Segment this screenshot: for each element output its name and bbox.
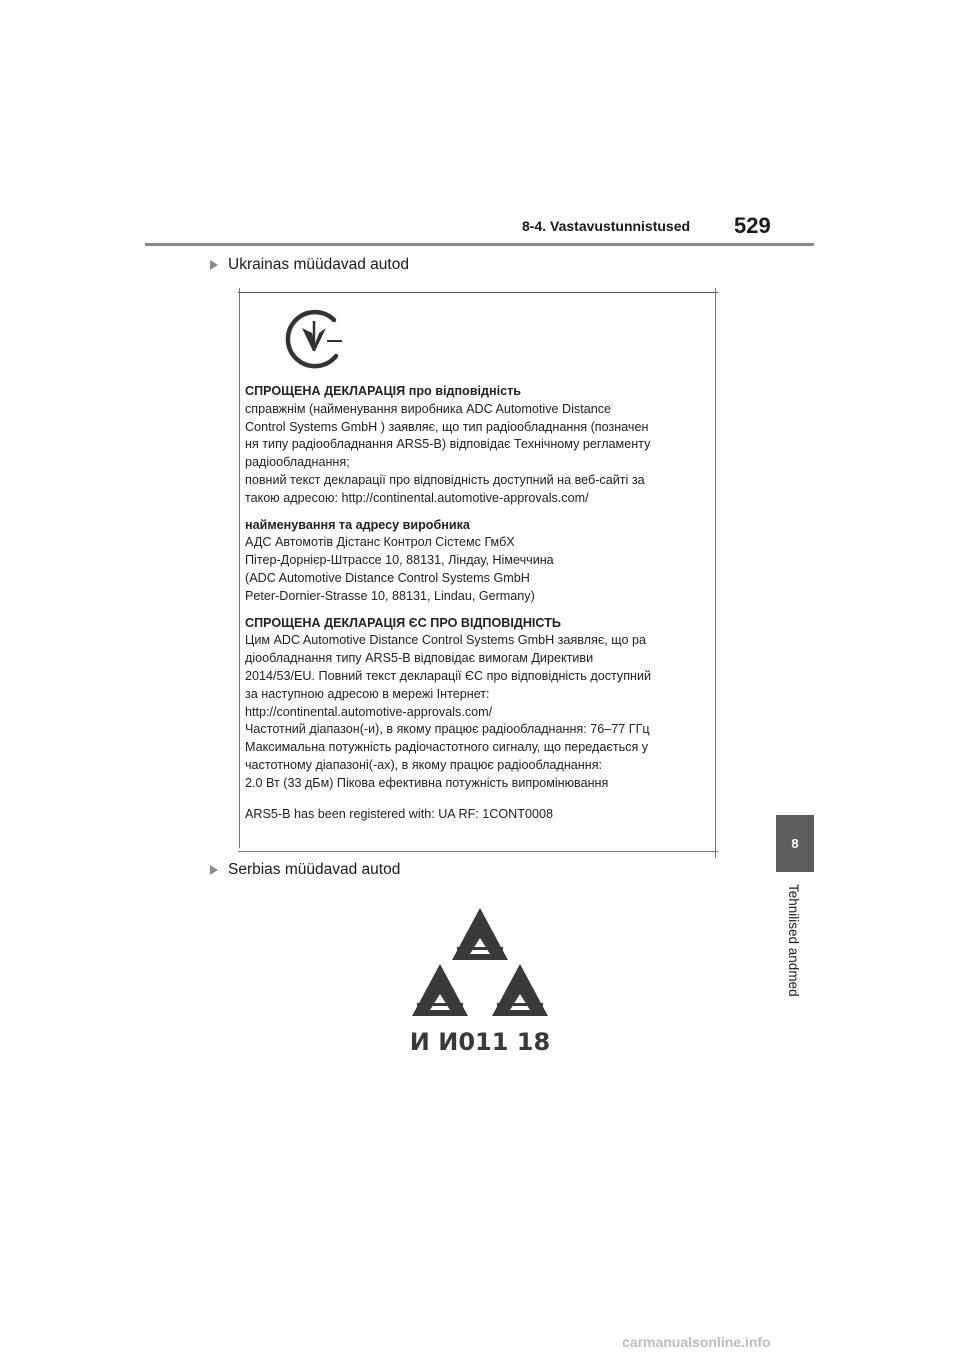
decl-line: ня типу радіообладнання ARS5-B) відповідає Технічному регламенту bbox=[245, 437, 651, 452]
decl-line: СПРОЩЕНА ДЕКЛАРАЦІЯ ЄС ПРО ВІДПОВІДНІСТЬ bbox=[245, 615, 561, 630]
decl-line: повний текст декларації про відповідність доступний на веб-сайті за bbox=[245, 472, 645, 487]
decl-line: Частотний діапазон(-и), в якому працює радіообладнання: 76–77 ГГц bbox=[245, 722, 650, 737]
decl-line: Peter-Dornier-Strasse 10, 88131, Lindau, Germany) bbox=[245, 588, 535, 603]
decl-line: Пітер-Дорнієр-Штрассе 10, 88131, Ліндау, Німеччина bbox=[245, 553, 554, 568]
decl-line: Control Systems GmbH ) заявляє, що тип радіообладнання (позначен bbox=[245, 419, 649, 434]
triangle-bullet-icon bbox=[210, 865, 218, 875]
serbia-mark-code: И И011 18 bbox=[409, 1028, 551, 1056]
decl-line: 2.0 Вт (33 дБм) Пікова ефективна потужність випромінювання bbox=[245, 775, 609, 790]
decl-line: справжнім (найменування виробника ADC Automotive Distance bbox=[245, 401, 612, 416]
section-heading-ukraine bbox=[210, 256, 409, 274]
decl-line: за наступною адресою в мережі Інтернет: bbox=[245, 686, 490, 701]
scan-border-bottom bbox=[238, 851, 718, 852]
serbia-conformity-mark-icon bbox=[395, 898, 565, 1068]
decl-line: такою адресою: http://continental.automotive-approvals.com/ bbox=[245, 490, 589, 505]
page-number: 529 bbox=[734, 213, 771, 238]
decl-line: діообладнання типу ARS5-B відповідає вимогам Директиви bbox=[245, 651, 594, 666]
decl-line: Максимальна потужність радіочастотного сигналу, що передається у bbox=[245, 740, 649, 755]
header-section-title: 8-4. Vastavustunnistused bbox=[522, 218, 691, 234]
section-heading-serbia-text: Serbias müüdavad autod bbox=[228, 861, 401, 878]
header-rule bbox=[145, 243, 814, 246]
decl-line: http://continental.automotive-approvals.com/ bbox=[245, 704, 493, 719]
decl-line: Цим ADC Automotive Distance Control Systems GmbH заявляє, що ра bbox=[245, 633, 646, 648]
decl-line: радіообладнання; bbox=[245, 455, 350, 470]
decl-line: 2014/53/EU. Повний текст декларації ЄС про відповідність доступний bbox=[245, 668, 652, 683]
scan-border-left bbox=[239, 288, 240, 848]
section-heading-serbia bbox=[210, 861, 400, 879]
decl-line: СПРОЩЕНА ДЕКЛАРАЦІЯ про відповідність bbox=[245, 384, 522, 398]
ukraine-declaration-scan bbox=[238, 288, 718, 858]
decl-line: частотному діапазоні(-ах), в якому працює радіообладнання: bbox=[245, 757, 603, 772]
decl-line: АДС Автомотів Дістанс Контрол Сістемс ГмбХ bbox=[245, 535, 515, 550]
decl-line: (ADC Automotive Distance Control Systems GmbH bbox=[245, 570, 530, 585]
chapter-side-label: Tehnilised andmed bbox=[786, 884, 801, 997]
triangle-bullet-icon bbox=[210, 260, 218, 270]
section-heading-ukraine-text: Ukrainas müüdavad autod bbox=[228, 256, 409, 273]
chapter-tab: 8 bbox=[776, 815, 814, 872]
scan-border-top bbox=[238, 292, 718, 293]
declaration-text bbox=[245, 383, 712, 823]
decl-line: найменування та адресу виробника bbox=[245, 517, 470, 532]
decl-line: ARS5-B has been registered with: UA RF: 1CONT0008 bbox=[245, 806, 553, 821]
ukraine-conformity-mark-icon bbox=[282, 306, 348, 372]
scan-border-right bbox=[715, 288, 716, 858]
watermark: carmanualsonline.info bbox=[622, 1334, 771, 1350]
